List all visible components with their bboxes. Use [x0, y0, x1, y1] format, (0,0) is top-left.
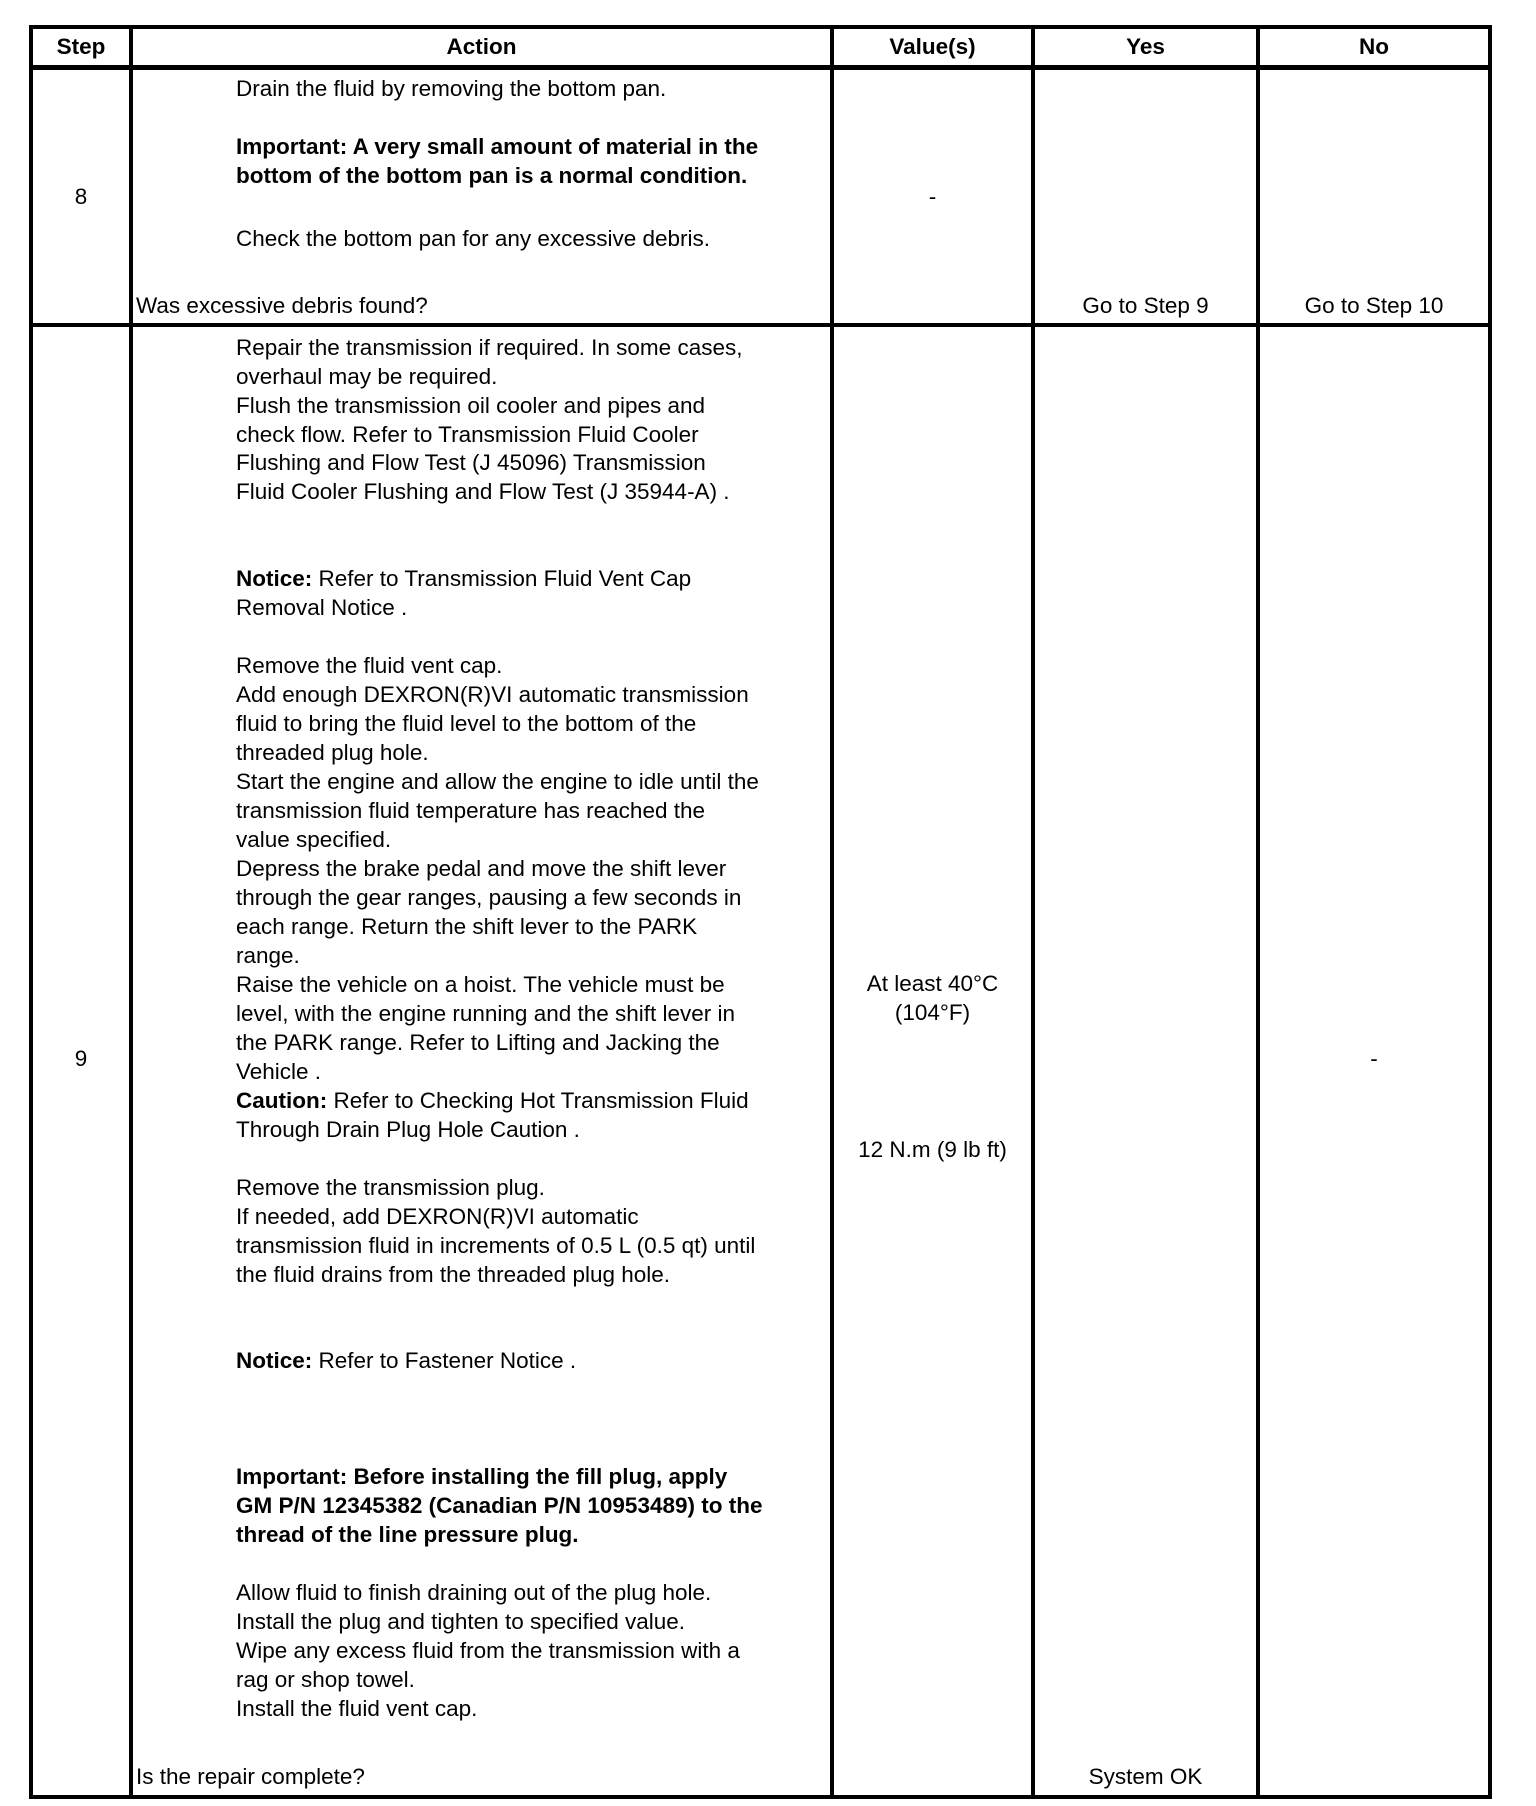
question: Is the repair complete? [136, 1764, 365, 1789]
action-line: threaded plug hole. [236, 740, 429, 765]
action-line: range. [236, 943, 300, 968]
value-cell: - [928, 184, 937, 209]
step-number: 8 [74, 184, 88, 209]
action-line: Repair the transmission if required. In some cases, [236, 335, 743, 360]
action-line: Remove the transmission plug. [236, 1175, 545, 1200]
value-torque: 12 N.m (9 lb ft) [858, 1137, 1007, 1162]
value-temperature: At least 40°C [866, 971, 999, 996]
action-line: Install the plug and tighten to specified value. [236, 1609, 686, 1634]
row-divider [29, 323, 1492, 327]
action-line: each range. Return the shift lever to the PARK [236, 914, 698, 939]
header-values: Value(s) [889, 34, 976, 59]
action-line: Fluid Cooler Flushing and Flow Test (J 35944-A) . [236, 479, 730, 504]
important-note: Important: A very small amount of material in the [236, 134, 759, 159]
table-border-right [1488, 25, 1492, 1799]
action-line: Drain the fluid by removing the bottom pan. [236, 76, 667, 101]
action-line: Start the engine and allow the engine to idle until the [236, 769, 759, 794]
caution-text: Refer to Checking Hot Transmission Fluid [327, 1088, 749, 1113]
important-note: GM P/N 12345382 (Canadian P/N 10953489) to the [236, 1493, 763, 1518]
caution-label: Caution: [236, 1088, 328, 1113]
action-line: rag or shop towel. [236, 1667, 415, 1692]
notice-line [236, 564, 691, 593]
table-border-bottom [29, 1795, 1492, 1799]
value-temperature-f: (104°F) [894, 1000, 971, 1025]
action-line: Add enough DEXRON(R)VI automatic transmission [236, 682, 749, 707]
question: Was excessive debris found? [136, 293, 428, 318]
notice-label: Notice: [236, 1348, 313, 1373]
no-link[interactable]: Go to Step 10 [1304, 293, 1444, 318]
table-border-top [29, 25, 1492, 29]
action-line: Flush the transmission oil cooler and pipes and [236, 393, 706, 418]
header-step: Step [56, 34, 106, 59]
action-line: Wipe any excess fluid from the transmission with a [236, 1638, 740, 1663]
action-line: If needed, add DEXRON(R)VI automatic [236, 1204, 639, 1229]
header-action: Action [446, 34, 517, 59]
yes-result: System OK [1088, 1764, 1203, 1789]
action-line: the fluid drains from the threaded plug hole. [236, 1262, 671, 1287]
notice-text: Refer to Transmission Fluid Vent Cap [312, 566, 692, 591]
action-line: Depress the brake pedal and move the shift lever [236, 856, 727, 881]
important-note: bottom of the bottom pan is a normal condition. [236, 163, 748, 188]
action-line: Allow fluid to finish draining out of the plug hole. [236, 1580, 712, 1605]
action-line: Flushing and Flow Test (J 45096) Transmission [236, 450, 706, 475]
action-line: value specified. [236, 827, 392, 852]
action-line: Check the bottom pan for any excessive debris. [236, 226, 710, 251]
header-divider [29, 65, 1492, 70]
action-line: Through Drain Plug Hole Caution . [236, 1117, 580, 1142]
notice-line [236, 1346, 576, 1375]
important-note: thread of the line pressure plug. [236, 1522, 579, 1547]
action-line: Vehicle . [236, 1059, 322, 1084]
header-no: No [1359, 34, 1389, 59]
table-border-left [29, 25, 33, 1799]
action-line: fluid to bring the fluid level to the bottom of the [236, 711, 697, 736]
important-note: Important: Before installing the fill plug, apply [236, 1464, 728, 1489]
action-line: the PARK range. Refer to Lifting and Jacking the [236, 1030, 720, 1055]
action-line: level, with the engine running and the shift lever in [236, 1001, 736, 1026]
action-line: Remove the fluid vent cap. [236, 653, 503, 678]
action-line: Install the fluid vent cap. [236, 1696, 478, 1721]
no-result: - [1370, 1046, 1378, 1071]
caution-line [236, 1086, 749, 1115]
action-line: transmission fluid in increments of 0.5 L (0.5 qt) until [236, 1233, 756, 1258]
header-yes: Yes [1126, 34, 1165, 59]
action-line: through the gear ranges, pausing a few seconds in [236, 885, 742, 910]
action-line: Removal Notice . [236, 595, 408, 620]
column-divider-action [830, 25, 834, 1799]
action-line: transmission fluid temperature has reached the [236, 798, 705, 823]
step-number: 9 [74, 1046, 88, 1071]
notice-label: Notice: [236, 566, 313, 591]
action-line: check flow. Refer to Transmission Fluid Cooler [236, 422, 699, 447]
yes-link[interactable]: Go to Step 9 [1082, 293, 1209, 318]
action-line: Raise the vehicle on a hoist. The vehicle must be [236, 972, 725, 997]
column-divider-step [129, 25, 133, 1799]
notice-text: Refer to Fastener Notice . [312, 1348, 577, 1373]
action-line: overhaul may be required. [236, 364, 498, 389]
